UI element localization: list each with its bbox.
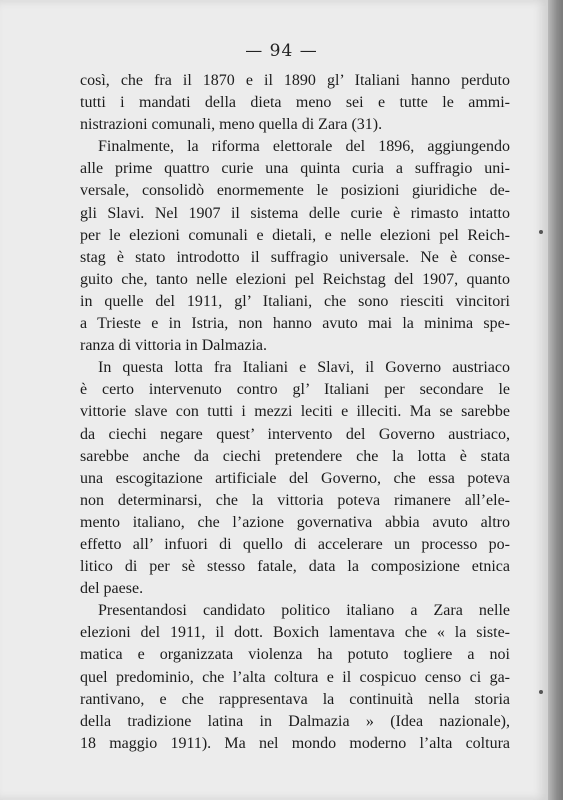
body-text [80, 70, 510, 755]
text-line: tutti i mandati della dieta meno sei e tutte le ammi- [80, 94, 510, 112]
text-line: della tradizione latina in Dalmazia » (Idea nazionale), [80, 712, 510, 730]
text-line: ranza di vittoria in Dalmazia. [80, 337, 268, 355]
text-line: vittorie slave con tutti i mezzi leciti e illeciti. Ma se sarebbe [80, 403, 510, 421]
text-line: da ciechi negare quest’ intervento del Governo austriaco, [80, 425, 510, 443]
text-line: elezioni del 1911, il dott. Boxich lamentava che « la siste- [80, 624, 510, 642]
text-line: in quelle del 1911, gl’ Italiani, che sono riesciti vincitori [80, 292, 510, 310]
text-line: mento italiano, che l’azione governativa abbia avuto altro [80, 513, 510, 531]
text-line: una escogitazione artificiale del Governo, che essa poteva [80, 469, 510, 487]
text-line: guito che, tanto nelle elezioni pel Reichstag del 1907, quanto [80, 270, 510, 288]
text-line: stag è stato introdotto il suffragio universale. Ne è conse- [80, 248, 510, 266]
text-line: Presentandosi candidato politico italiano a Zara nelle [98, 602, 510, 620]
text-line: del paese. [80, 580, 144, 598]
text-line: nistrazioni comunali, meno quella di Zara (31). [80, 116, 383, 134]
text-line: sarebbe anche da ciechi pretendere che la lotta è stata [80, 447, 510, 465]
text-line: per le elezioni comunali e dietali, e nelle elezioni pel Reich- [80, 226, 510, 244]
text-line: a Trieste e in Istria, non hanno avuto mai la minima spe- [80, 315, 510, 333]
text-line: quel predominio, che l’alta coltura e il cospicuo censo ci ga- [80, 668, 510, 686]
text-line: è certo intervenuto contro gl’ Italiani per secondare le [80, 381, 510, 399]
text-line: rantivano, e che rappresentava la continuità nella storia [80, 690, 510, 708]
paragraph-3 [80, 357, 510, 600]
text-line: gli Slavi. Nel 1907 il sistema delle curie è rimasto intatto [80, 204, 510, 222]
page-edge-shadow [548, 0, 563, 800]
paragraph-4 [80, 600, 510, 755]
text-line: In questa lotta fra Italiani e Slavi, il Governo austriaco [98, 359, 510, 377]
text-line: Finalmente, la riforma elettorale del 1896, aggiungendo [98, 138, 510, 156]
margin-mark [539, 230, 543, 234]
text-line: matica e organizzata violenza ha potuto togliere a noi [80, 646, 510, 664]
paragraph-1 [80, 70, 510, 136]
text-line: versale, consolidò enormemente le posizioni giuridiche de- [80, 182, 510, 200]
text-line: 18 maggio 1911). Ma nel mondo moderno l’alta coltura [80, 734, 510, 752]
margin-mark [539, 690, 543, 694]
text-line: effetto all’ infuori di quello di accelerare un processo po- [80, 535, 510, 553]
text-line: così, che fra il 1870 e il 1890 gl’ Italiani hanno perduto [80, 72, 510, 89]
text-line: alle prime quattro curie una quinta curia a suffragio uni- [80, 160, 510, 178]
text-line: litico di per sè stesso fatale, data la composizione etnica [80, 558, 510, 576]
paragraph-2 [80, 136, 510, 357]
page-number: — 94 — [245, 41, 318, 61]
text-line: non determinarsi, che la vittoria poteva rimanere all’ele- [80, 491, 510, 509]
